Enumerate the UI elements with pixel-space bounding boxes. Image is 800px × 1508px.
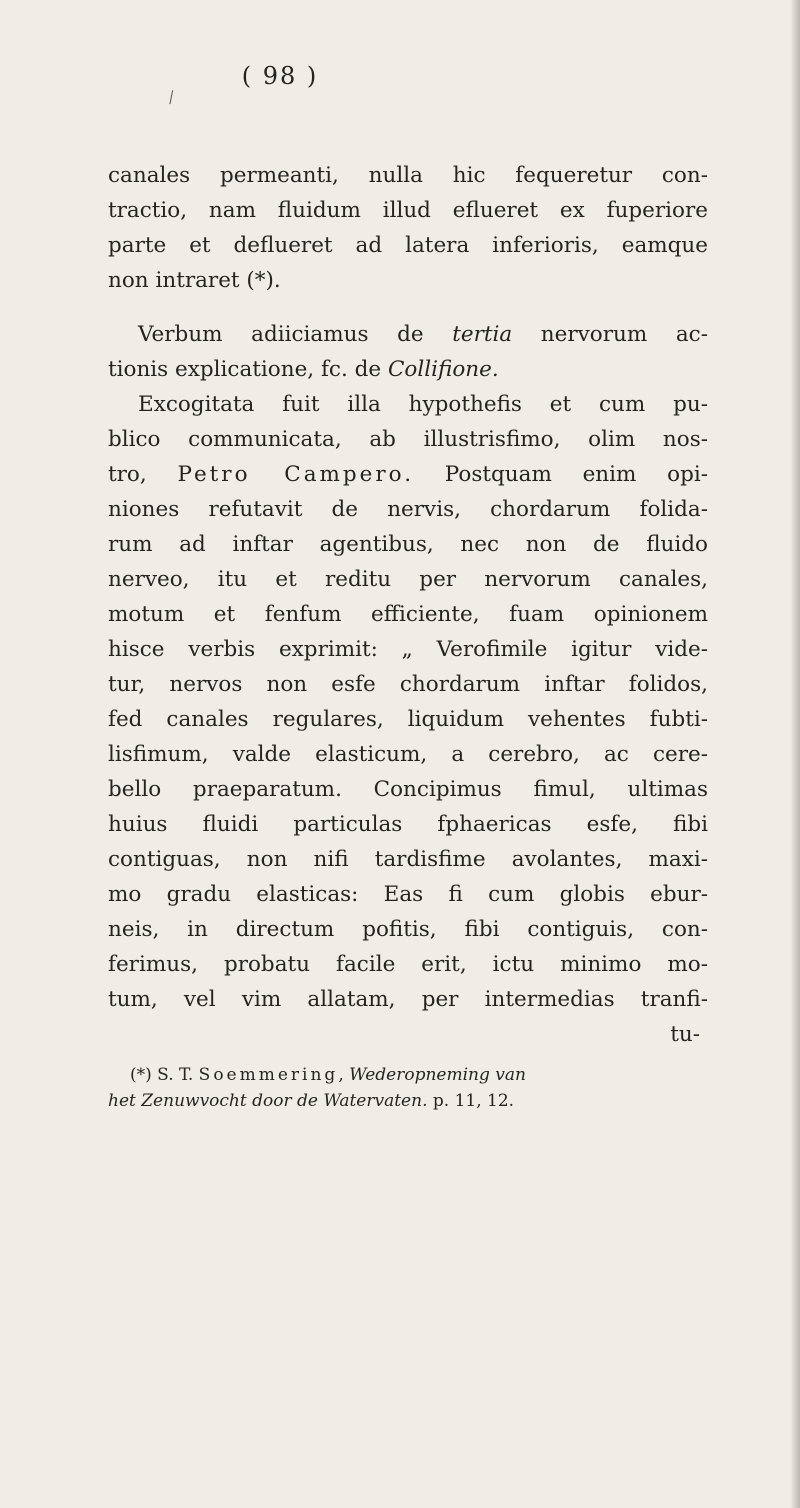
text-line: non intraret (*). <box>108 268 281 293</box>
text-line: tur, nervos non esfe chordarum inftar folidos, <box>108 672 708 697</box>
page-number: ( 98 ) <box>241 62 319 90</box>
text-line: bello praeparatum. Concipimus fimul, ultimas <box>108 777 708 802</box>
footnote-mark: (*) <box>130 1065 158 1085</box>
text-line: contiguas, non nifi tardisfime avolantes, maxi- <box>108 847 708 872</box>
text-line: fed canales regulares, liquidum vehentes fubti- <box>108 707 708 732</box>
text-line: ferimus, probatu facile erit, ictu minimo mo- <box>108 952 708 977</box>
ink-tick-mark: ⁄ <box>166 88 176 107</box>
footnote <box>108 1062 708 1114</box>
text-line: tum, vel vim allatam, per intermedias tranfi- <box>108 987 708 1012</box>
text-line: huius fluidi particulas fphaericas esfe, fibi <box>108 812 708 837</box>
page-edge-shadow <box>790 0 800 1508</box>
italic-title: Collifione. <box>387 357 499 382</box>
text-line: Excogitata fuit illa hypothefis et cum pu- <box>138 392 708 417</box>
text-line: lisfimum, valde elasticum, a cerebro, ac cere- <box>108 742 708 767</box>
text-line: tractio, nam fluidum illud eflueret ex fuperiore <box>108 198 708 223</box>
text-line: mo gradu elasticas: Eas fi cum globis ebur- <box>108 882 708 907</box>
text-line: parte et deflueret ad latera inferioris, eamque <box>108 233 708 258</box>
text-line: rum ad inftar agentibus, nec non de fluido <box>108 532 708 557</box>
body-text <box>108 158 708 1114</box>
author-name: Petro Campero. <box>177 462 415 487</box>
text-line: Verbum adiiciamus de tertia nervorum ac- <box>138 322 708 347</box>
text-line: hisce verbis exprimit: „ Verofimile igitur vide- <box>108 637 708 662</box>
text-line: motum et fenfum efficiente, fuam opinionem <box>108 602 708 627</box>
text-line: niones refutavit de nervis, chordarum folida- <box>108 497 708 522</box>
footnote-line: het Zenuwvocht door de Watervaten. p. 11, 12. <box>108 1091 515 1111</box>
text-line: tionis explicatione, fc. de Collifione. <box>108 357 499 382</box>
text-line: neis, in directum pofitis, fibi contiguis, con- <box>108 917 708 942</box>
catchword: tu- <box>670 1022 700 1047</box>
footnote-line: (*) S. T. Soemmering, Wederopneming van <box>108 1062 708 1088</box>
text-line: tro, Petro Campero. Postquam enim opi- <box>108 462 708 487</box>
footnote-title: het Zenuwvocht door de Watervaten. <box>108 1091 428 1111</box>
text-line: nerveo, itu et reditu per nervorum canales, <box>108 567 708 592</box>
italic-word: tertia <box>452 322 513 347</box>
text-line: blico communicata, ab illustrisfimo, olim nos- <box>108 427 708 452</box>
footnote-author: Soemmering <box>198 1065 339 1085</box>
text-line: canales permeanti, nulla hic fequeretur con- <box>108 163 708 188</box>
footnote-title: Wederopneming van <box>349 1065 526 1085</box>
